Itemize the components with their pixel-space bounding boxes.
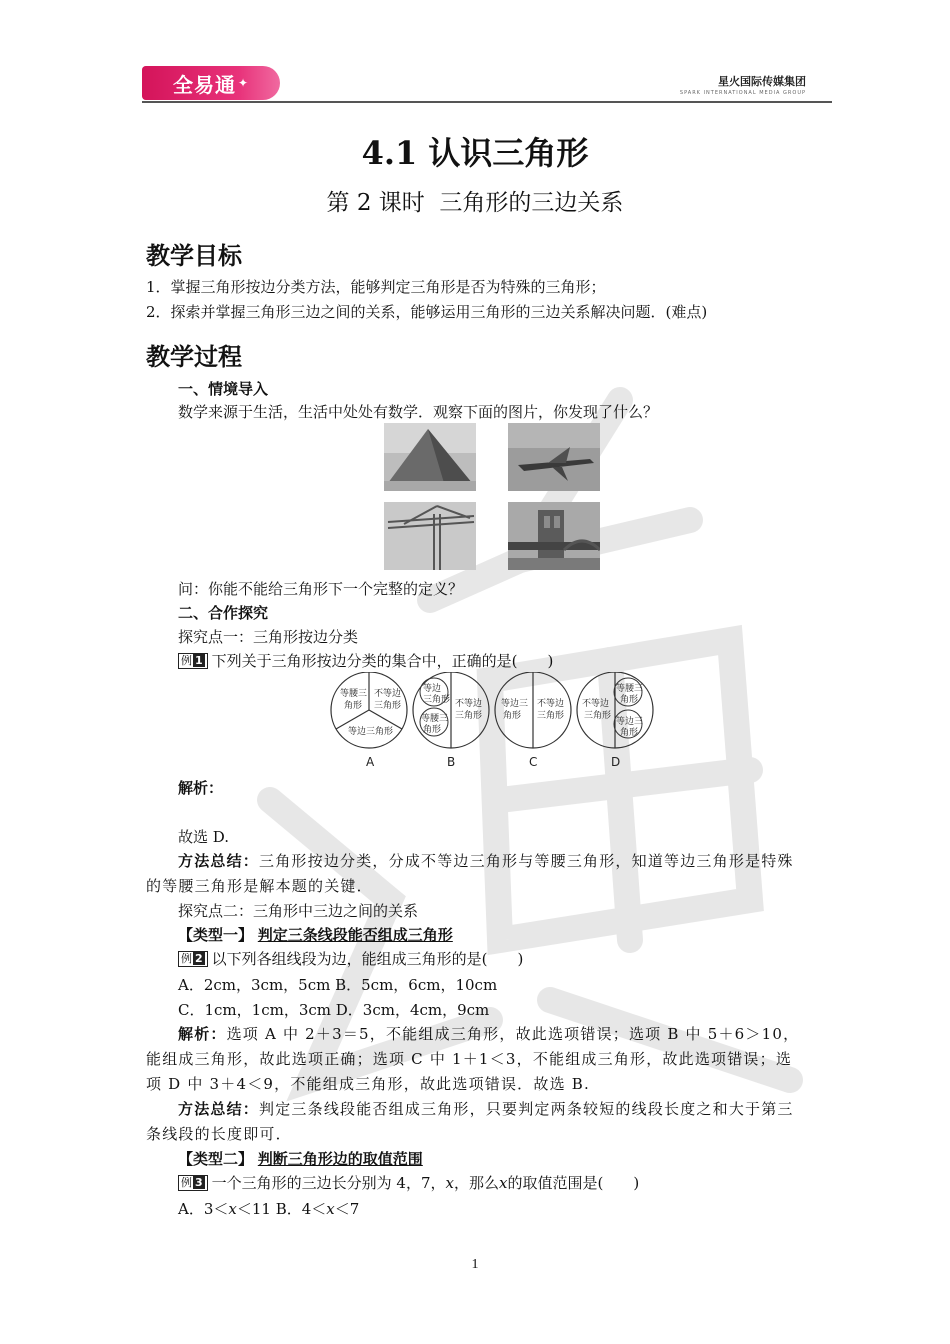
- svg-text:三角形: 三角形: [584, 711, 612, 721]
- definition-question: 问：你能不能给三角形下一个完整的定义？: [178, 580, 464, 598]
- publisher-block: [680, 73, 806, 96]
- svg-text:D: D: [611, 755, 621, 769]
- type-2-heading: 【类型二】 判断三角形边的取值范围: [178, 1150, 423, 1168]
- svg-text:等边三: 等边三: [501, 699, 529, 709]
- svg-text:角形: 角形: [620, 695, 639, 705]
- example-2-analysis: 解析：选项 A 中 2＋3＝5，不能组成三角形，故此选项错误；选项 B 中 5＋6＞10，能组成三角形，故此选项正确；选项 C 中 1＋1＜3，不能组成三角形，故此选项错误；选项 D 中 3＋4＜9，不能组成三角形，故此选项错误．故选 B.: [146, 1025, 800, 1093]
- pyramid-photo: [384, 423, 476, 491]
- section-intro-title: 一、情境导入: [178, 380, 269, 398]
- explore-point-1: 探究点一：三角形按边分类: [178, 628, 359, 646]
- example-badge: 例 2: [178, 951, 208, 967]
- svg-text:不等边: 不等边: [374, 689, 402, 699]
- page-title: 4.1 认识三角形: [361, 134, 589, 172]
- svg-text:角形: 角形: [344, 701, 363, 711]
- example-3: 例 3 一个三角形的三边长分别为 4，7，x，那么x的取值范围是( ): [178, 1171, 639, 1196]
- method-summary-1: 方法总结：三角形按边分类，分成不等边三角形与等腰三角形，知道等边三角形是特殊的等腰三角形是解本题的关键．: [146, 852, 794, 895]
- lesson-subtitle: 第 2 课时 三角形的三边关系: [326, 190, 624, 216]
- svg-text:不等边: 不等边: [582, 699, 610, 709]
- example-1: [178, 649, 553, 674]
- brand-logo: 全易通 ✦: [142, 66, 280, 100]
- example-badge: 例 3: [178, 1175, 208, 1191]
- svg-text:等腰三: 等腰三: [421, 714, 449, 724]
- example-badge: 例 1: [178, 653, 208, 669]
- publisher-name: 星火国际传媒集团: [718, 75, 806, 88]
- svg-text:三角形: 三角形: [374, 701, 402, 711]
- svg-text:角形: 角形: [423, 725, 442, 735]
- classification-diagrams: [328, 672, 658, 772]
- example-1-text: 下列关于三角形按边分类的集合中，正确的是( ): [211, 652, 554, 670]
- page-number: 1: [471, 1257, 479, 1272]
- example-3-options: A．3＜x＜11 B．4＜x＜7: [178, 1200, 360, 1218]
- brand-logo-text: 全易通: [172, 72, 236, 97]
- svg-text:A: A: [366, 755, 375, 769]
- goals-heading: 教学目标: [146, 242, 242, 270]
- svg-text:等腰三: 等腰三: [340, 689, 368, 699]
- type-1-heading: 【类型一】 判定三条线段能否组成三角形: [178, 926, 453, 944]
- svg-text:等边三: 等边三: [616, 717, 644, 727]
- section-explore-title: 二、合作探究: [178, 604, 269, 622]
- publisher-subtitle: SPARK INTERNATIONAL MEDIA GROUP: [679, 90, 806, 96]
- goal-item-2: 2．探索并掌握三角形三边之间的关系，能够运用三角形的三边关系解决问题．(难点): [146, 303, 708, 321]
- example-2: 例 2 以下列各组线段为边，能组成三角形的是( ): [178, 947, 523, 972]
- method-summary-2: 方法总结：判定三条线段能否组成三角形，只要判定两条较短的线段长度之和大于第三条线段的长度即可．: [146, 1100, 794, 1143]
- jet-photo: [508, 423, 600, 491]
- crane-photo: [384, 502, 476, 570]
- svg-text:B: B: [447, 755, 456, 769]
- svg-text:三角形: 三角形: [423, 695, 451, 705]
- example-1-analysis-label: 解析：: [178, 779, 224, 797]
- svg-text:不等边: 不等边: [455, 699, 483, 709]
- example-1-answer: 故选 D.: [178, 828, 230, 846]
- svg-text:角形: 角形: [620, 728, 639, 738]
- svg-text:不等边: 不等边: [537, 699, 565, 709]
- explore-point-2: 探究点二：三角形中三边之间的关系: [178, 902, 419, 920]
- svg-text:三角形: 三角形: [455, 711, 483, 721]
- svg-text:等腰三: 等腰三: [616, 684, 644, 694]
- process-heading: 教学过程: [146, 343, 242, 371]
- circle-option-b: [413, 672, 489, 769]
- svg-text:三角形: 三角形: [537, 711, 565, 721]
- example-2-options-cd: C．1cm，1cm，3cm D．3cm，4cm，9cm: [178, 1001, 490, 1019]
- svg-text:角形: 角形: [503, 711, 522, 721]
- header-divider: [142, 101, 832, 103]
- bridge-photo: [508, 502, 600, 570]
- circle-option-c: [495, 672, 571, 769]
- svg-text:C: C: [529, 755, 538, 769]
- example-2-options-ab: A．2cm，3cm，5cm B．5cm，6cm，10cm: [178, 976, 498, 994]
- section-intro-text: 数学来源于生活，生活中处处有数学．观察下面的图片，你发现了什么？: [178, 403, 659, 421]
- circle-option-d: [577, 672, 653, 769]
- goal-item-1: 1．掌握三角形按边分类方法，能够判定三角形是否为特殊的三角形；: [146, 278, 606, 296]
- svg-text:等边三角形: 等边三角形: [348, 727, 394, 737]
- svg-text:等边: 等边: [423, 684, 442, 694]
- circle-option-a: [331, 672, 407, 769]
